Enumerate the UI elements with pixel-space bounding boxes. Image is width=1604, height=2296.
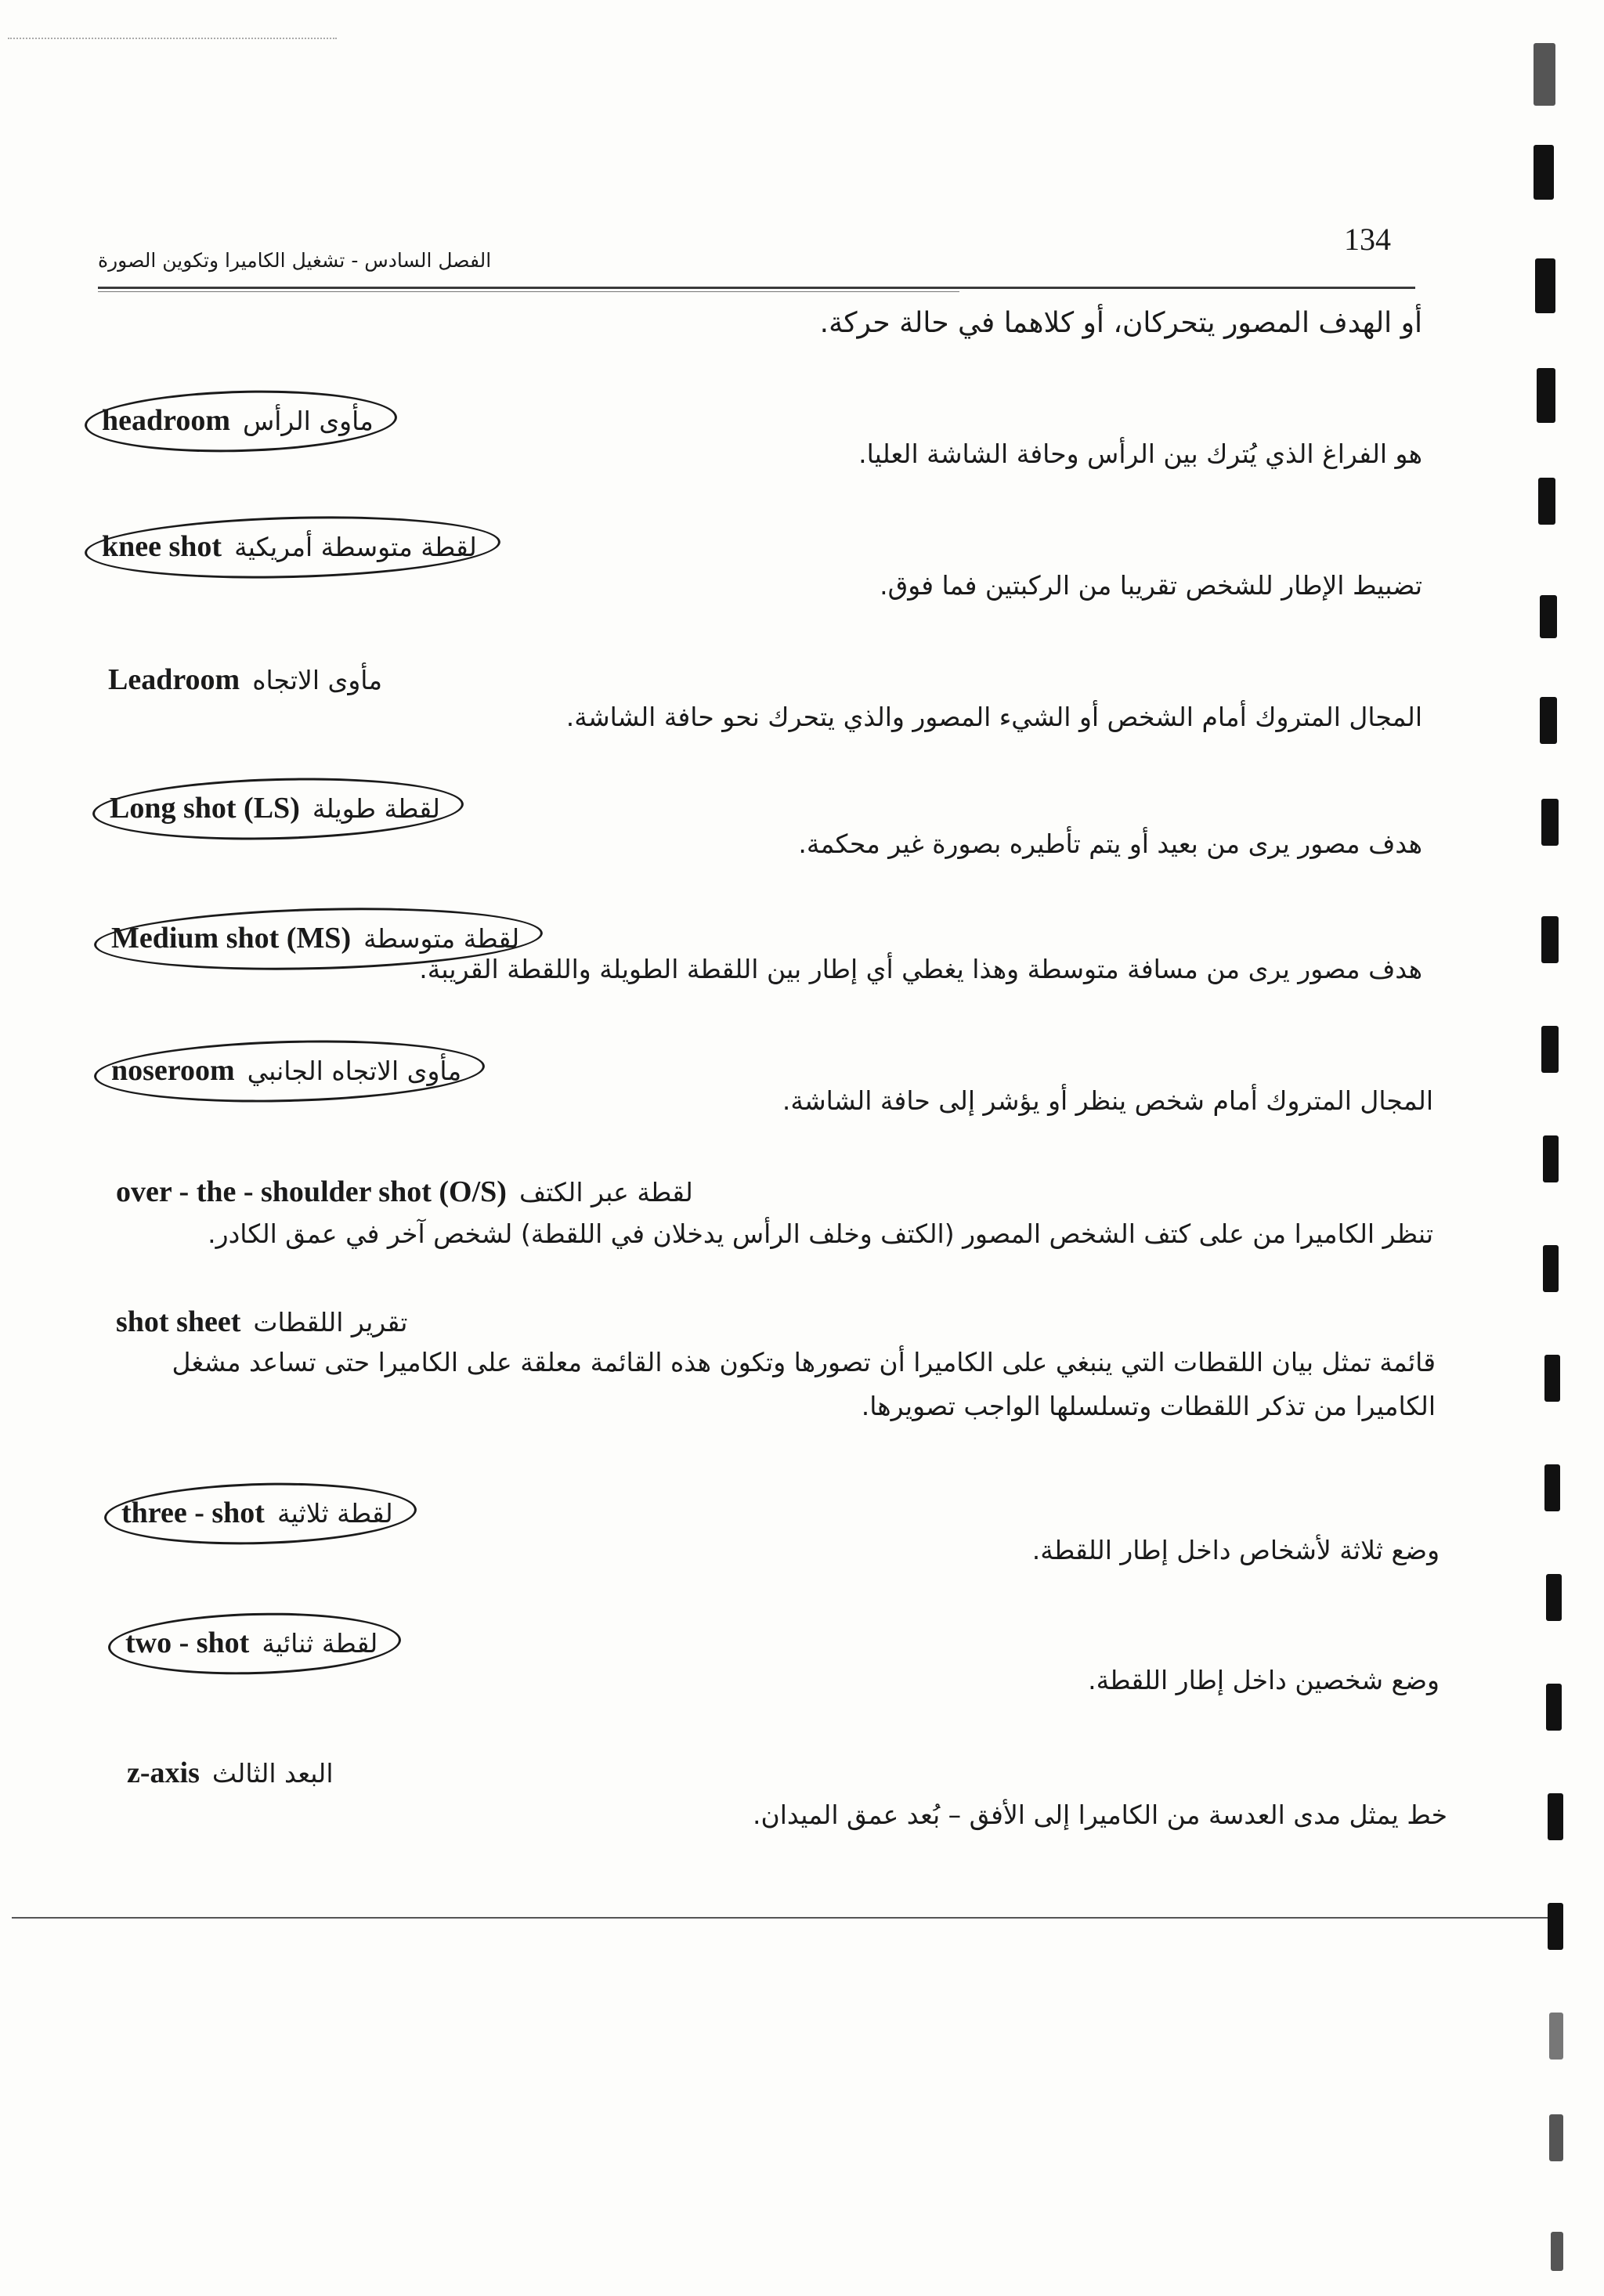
- term-three-shot: [121, 1496, 393, 1530]
- definition-leadroom: المجال المتروك أمام الشخص أو الشيء المصور والذي يتحرك نحو حافة الشاشة.: [565, 702, 1422, 732]
- term-arabic: لقطة ثنائية: [262, 1627, 378, 1659]
- binder-hole-mark: [1548, 1903, 1563, 1950]
- term-arabic: لقطة متوسطة أمريكية: [234, 531, 477, 562]
- term-arabic: لقطة ثلاثية: [276, 1497, 393, 1529]
- binder-hole-mark: [1534, 43, 1555, 106]
- term-arabic: تقرير اللقطات: [253, 1306, 408, 1338]
- binder-hole-mark: [1548, 1793, 1563, 1840]
- term-english: knee shot: [102, 530, 222, 563]
- term-knee-shot: [102, 529, 477, 564]
- term-leadroom: [108, 662, 382, 697]
- term-arabic: البعد الثالث: [211, 1757, 334, 1789]
- definition-z-axis: خط يمثل مدى العدسة من الكاميرا إلى الأفق – بُعد عمق الميدان.: [753, 1800, 1447, 1830]
- term-headroom: [102, 403, 374, 438]
- binder-hole-mark: [1535, 258, 1555, 313]
- bottom-rule: [12, 1917, 1562, 1919]
- binder-hole-mark: [1541, 1026, 1559, 1073]
- term-arabic: لقطة عبر الكتف: [518, 1176, 693, 1208]
- binder-hole-mark: [1537, 368, 1555, 423]
- binder-hole-mark: [1551, 2232, 1563, 2271]
- term-arabic: مأوى الاتجاه: [252, 664, 382, 695]
- binder-hole-mark: [1540, 697, 1557, 744]
- binder-hole-mark: [1541, 799, 1559, 846]
- term-english: z-axis: [127, 1756, 200, 1789]
- term-noseroom: [111, 1053, 461, 1088]
- binder-hole-mark: [1538, 478, 1555, 525]
- page-number: 134: [1344, 222, 1391, 257]
- binder-hole-mark: [1540, 595, 1557, 638]
- term-shot-sheet: [116, 1305, 407, 1339]
- binder-hole-mark: [1534, 145, 1554, 200]
- binder-hole-mark: [1546, 1684, 1562, 1731]
- definition-noseroom: المجال المتروك أمام شخص ينظر أو يؤشر إلى حافة الشاشة.: [782, 1085, 1433, 1116]
- definition-three-shot: وضع ثلاثة لأشخاص داخل إطار اللقطة.: [1031, 1535, 1440, 1565]
- term-english: noseroom: [111, 1054, 235, 1087]
- term-arabic: لقطة طويلة: [312, 792, 440, 824]
- binder-hole-mark: [1549, 2013, 1563, 2060]
- term-arabic: مأوى الرأس: [242, 405, 374, 436]
- binder-hole-mark: [1546, 1574, 1562, 1621]
- header-rule-thin: [98, 291, 959, 292]
- definition-two-shot: وضع شخصين داخل إطار اللقطة.: [1088, 1665, 1440, 1695]
- term-english: headroom: [102, 404, 230, 437]
- definition-medium-shot: هدف مصور يرى من مسافة متوسطة وهذا يغطي أي إطار بين اللقطة الطويلة واللقطة القريبة.: [419, 954, 1422, 984]
- term-arabic: مأوى الاتجاه الجانبي: [247, 1055, 462, 1086]
- binder-hole-mark: [1543, 1245, 1559, 1292]
- binder-hole-mark: [1543, 1135, 1559, 1182]
- term-english: two - shot: [125, 1626, 250, 1659]
- binder-hole-mark: [1544, 1464, 1560, 1511]
- term-english: Medium shot (MS): [111, 922, 352, 955]
- definition-long-shot: هدف مصور يرى من بعيد أو يتم تأطيره بصورة غير محكمة.: [798, 829, 1422, 859]
- term-english: three - shot: [121, 1496, 265, 1529]
- continuation-text: أو الهدف المصور يتحركان، أو كلاهما في حالة حركة.: [819, 307, 1422, 339]
- term-arabic: لقطة متوسطة: [363, 922, 520, 954]
- definition-headroom: هو الفراغ الذي يُترك بين الرأس وحافة الشاشة العليا.: [858, 439, 1422, 469]
- definition-over-the-shoulder-shot: تنظر الكاميرا من على كتف الشخص المصور (الكتف وخلف الرأس يدخلان في اللقطة) لشخص آخر في عمق الكادر.: [208, 1218, 1433, 1249]
- term-english: over - the - shoulder shot (O/S): [116, 1175, 507, 1208]
- scan-dots: [8, 38, 337, 39]
- term-two-shot: [125, 1626, 378, 1660]
- binder-hole-mark: [1544, 1355, 1560, 1402]
- header-rule: [98, 287, 1415, 289]
- term-z-axis: [127, 1756, 333, 1790]
- term-english: Long shot (LS): [110, 792, 300, 825]
- term-over-the-shoulder-shot: [116, 1175, 693, 1209]
- term-long-shot: [110, 791, 440, 825]
- chapter-title: الفصل السادس - تشغيل الكاميرا وتكوين الصورة: [98, 249, 492, 272]
- binder-hole-mark: [1541, 916, 1559, 963]
- definition-shot-sheet: قائمة تمثل بيان اللقطات التي ينبغي على الكاميرا أن تصورها وتكون هذه القائمة معلقة على الكاميرا حتى تساعد مشغل الكاميرا من تذكر اللقطات وتسلسلها الواجب تصويرها.: [172, 1347, 1436, 1421]
- binder-hole-mark: [1549, 2114, 1563, 2161]
- definition-knee-shot: تضبيط الإطار للشخص تقريبا من الركبتين فما فوق.: [880, 570, 1422, 601]
- term-english: Leadroom: [108, 663, 240, 696]
- term-english: shot sheet: [116, 1305, 241, 1338]
